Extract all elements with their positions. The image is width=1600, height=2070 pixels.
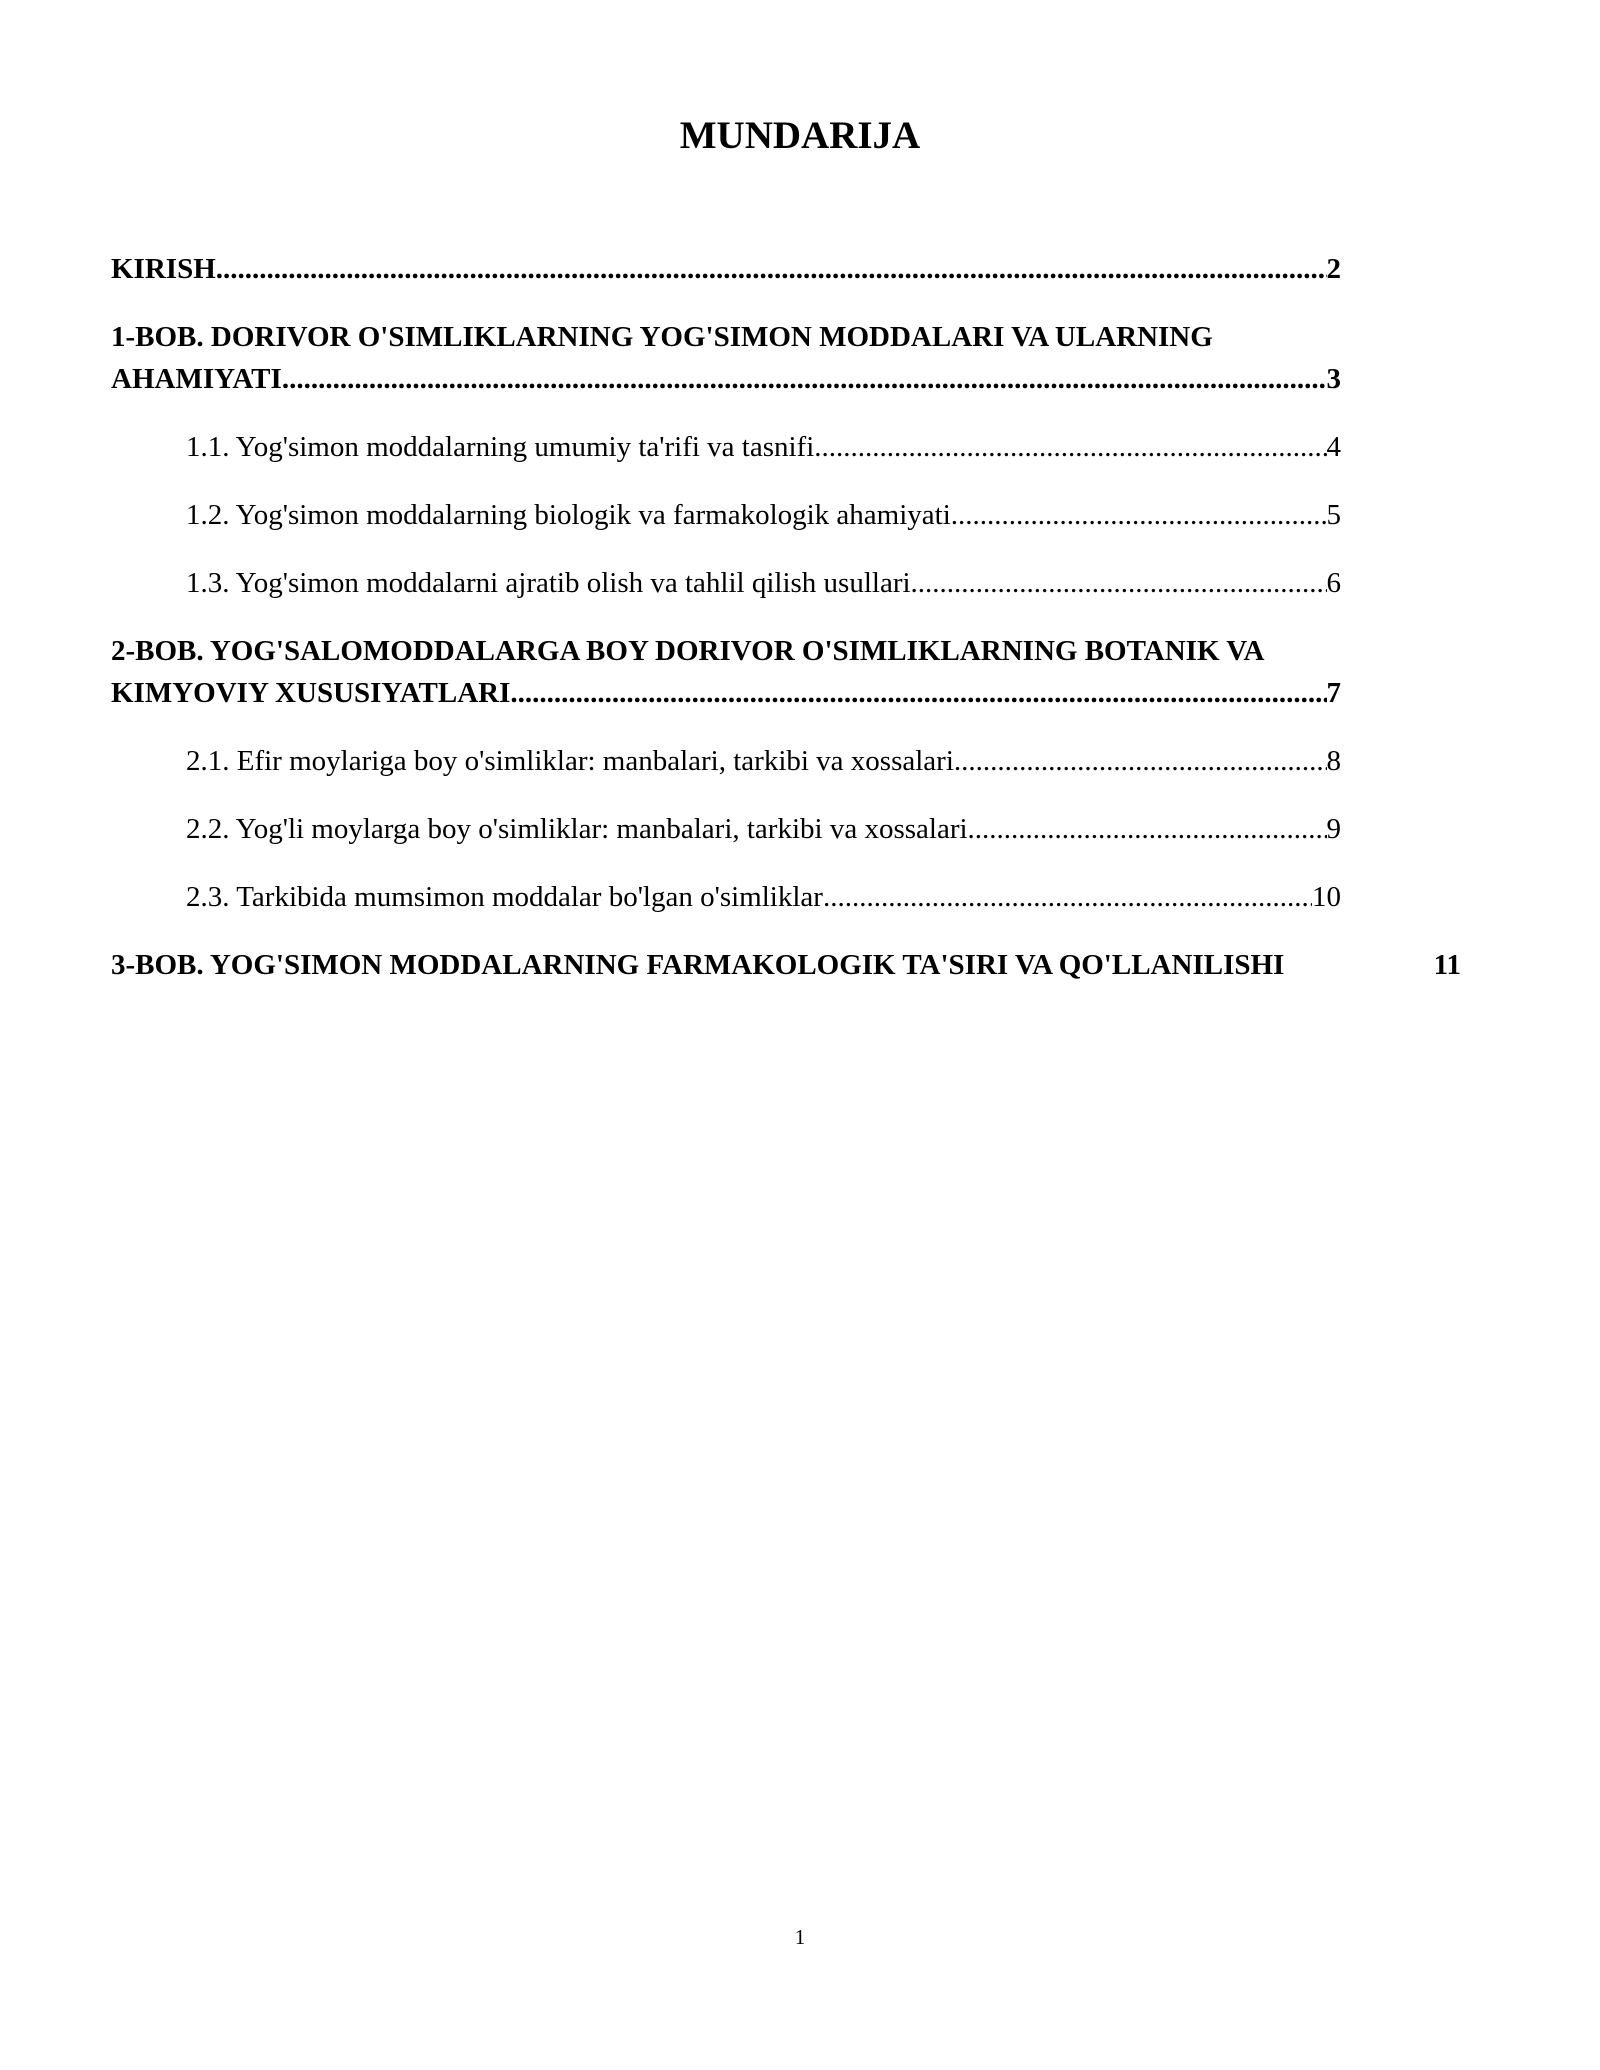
toc-entry-2-3[interactable] xyxy=(111,876,1341,918)
toc-entry-2-2[interactable] xyxy=(111,808,1341,850)
toc-label: 2.1. Efir moylariga boy o'simliklar: manbalari, tarkibi va xossalari xyxy=(186,745,954,777)
toc-entry-1-2[interactable] xyxy=(111,494,1341,536)
toc-label-line-1: 1-BOB. DORIVOR O'SIMLIKLARNING YOG'SIMON MODDALARI VA ULARNING xyxy=(111,321,1213,353)
toc-entry-chapter-2[interactable] xyxy=(111,630,1341,714)
toc-entry-1-3[interactable] xyxy=(111,562,1341,604)
toc-line xyxy=(186,494,1341,536)
toc-page-number: 2 xyxy=(1326,253,1341,285)
toc-line xyxy=(186,808,1341,850)
toc-line xyxy=(111,944,1461,986)
page-number: 1 xyxy=(794,1925,806,1949)
dot-leader xyxy=(968,808,1327,850)
toc-line xyxy=(111,672,1341,714)
toc-page-number: 10 xyxy=(1312,881,1341,913)
toc-page-number: 9 xyxy=(1326,813,1341,845)
toc-page-number: 3 xyxy=(1326,363,1341,395)
toc-line xyxy=(111,358,1341,400)
toc-page-number: 8 xyxy=(1326,745,1341,777)
toc-line xyxy=(186,876,1341,918)
toc-label: 3-BOB. YOG'SIMON MODDALARNING FARMAKOLOGIK TA'SIRI VA QO'LLANILISHI xyxy=(111,949,1285,981)
toc-page-number: 7 xyxy=(1326,677,1341,709)
toc-entry-chapter-3[interactable] xyxy=(111,944,1461,986)
toc-label: 1.1. Yog'simon moddalarning umumiy ta'rifi va tasnifi xyxy=(186,431,815,463)
dot-leader xyxy=(216,248,1327,290)
dot-leader xyxy=(954,740,1327,782)
dot-leader xyxy=(823,876,1312,918)
toc-page-number: 11 xyxy=(1433,949,1461,981)
toc-line xyxy=(186,562,1341,604)
toc-line xyxy=(186,740,1341,782)
toc-page-number: 5 xyxy=(1326,499,1341,531)
dot-leader xyxy=(911,562,1327,604)
toc-page-number: 6 xyxy=(1326,567,1341,599)
toc-entry-intro[interactable] xyxy=(111,248,1341,290)
toc-label: 1.2. Yog'simon moddalarning biologik va farmakologik ahamiyati xyxy=(186,499,951,531)
toc-page-number: 4 xyxy=(1326,431,1341,463)
toc-label: KIRISH xyxy=(111,253,216,285)
dot-leader xyxy=(282,358,1327,400)
toc-entry-2-1[interactable] xyxy=(111,740,1341,782)
toc-label: 2.3. Tarkibida mumsimon moddalar bo'lgan o'simliklar xyxy=(186,881,823,913)
toc-label-line-2: AHAMIYATI xyxy=(111,363,282,395)
toc-label-line-2: KIMYOVIY XUSUSIYATLARI xyxy=(111,677,511,709)
toc-entry-1-1[interactable] xyxy=(111,426,1341,468)
dot-leader xyxy=(510,672,1326,714)
toc-line xyxy=(111,248,1341,290)
page-title: MUNDARIJA xyxy=(679,114,921,157)
toc-label-line-1: 2-BOB. YOG'SALOMODDALARGA BOY DORIVOR O'SIMLIKLARNING BOTANIK VA xyxy=(111,635,1265,667)
toc-label: 1.3. Yog'simon moddalarni ajratib olish va tahlil qilish usullari xyxy=(186,567,911,599)
dot-leader xyxy=(951,494,1327,536)
table-of-contents xyxy=(111,248,1461,1012)
toc-label: 2.2. Yog'li moylarga boy o'simliklar: manbalari, tarkibi va xossalari xyxy=(186,813,968,845)
dot-leader xyxy=(814,426,1326,468)
toc-entry-chapter-1[interactable] xyxy=(111,316,1341,400)
toc-line xyxy=(186,426,1341,468)
